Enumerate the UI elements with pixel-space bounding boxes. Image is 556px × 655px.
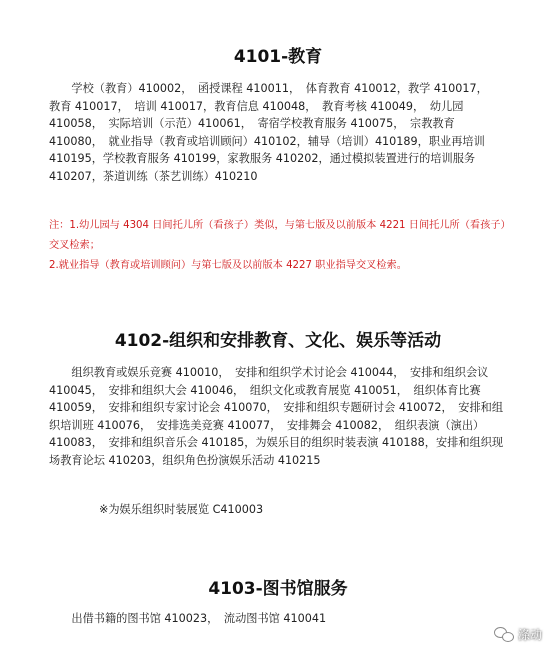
section-title-4102: 4102-组织和安排教育、文化、娱乐等活动 — [114, 331, 442, 351]
section-body-4103: 出借书籍的图书馆 410023， 流动图书馆 410041 — [49, 612, 327, 625]
note-item-2: 2.就业指导（教育或培训顾问）与第七版及以前版本 4227 职业指导交叉检索。 — [49, 260, 407, 271]
section-notes-4101 — [49, 216, 509, 276]
star-note-4102: ※为娱乐组织时装展览 C410003 — [99, 503, 264, 516]
section-body-4102: 组织教育或娱乐竞赛 410010， 安排和组织学术讨论会 410044， 安排和组织会议 410045， 安排和组织大会 410046， 组织文化或教育展览 410051， 组织体育比赛 410059， 安排和组织专家讨论会 410070， 安排和组织专题研讨会 410072， 安排和组织培训班 410076， 安排选美竞赛 410077， 安排舞会 410082， 组织表演（演出）410083， 安排和组织音乐会 410185，为娱乐目的组织时装表演 410188，安排和组织现场教育论坛 410203，组织角色扮演娱乐活动 410215 — [49, 366, 504, 467]
section-body-4101: 学校（教育）410002， 函授课程 410011， 体育教育 410012，教学 410017， 教育 410017， 培训 410017，教育信息 410048， 教育考核 410049， 幼儿园 410058， 实际培训（示范）410061， 寄宿学校教育服务 410075， 宗教教育 410080， 就业指导（教育或培训顾问）410102，辅导（培训）410189，职业再培训 410195，学校教育服务 410199，家教服务 410202，通过模拟装置进行的培训服务 410207，茶道训练（茶艺训练）410210 — [49, 82, 494, 183]
section-title-4103: 4103-图书馆服务 — [208, 579, 348, 599]
note-item-1: 注：1.幼儿园与 4304 日间托儿所（看孩子）类似，与第七版及以前版本 4221 日间托儿所（看孩子）交叉检索； — [49, 220, 506, 251]
watermark-text: 涤动 — [517, 628, 542, 642]
section-title-4101: 4101-教育 — [233, 47, 323, 67]
wechat-icon — [494, 627, 514, 643]
watermark — [494, 626, 542, 643]
